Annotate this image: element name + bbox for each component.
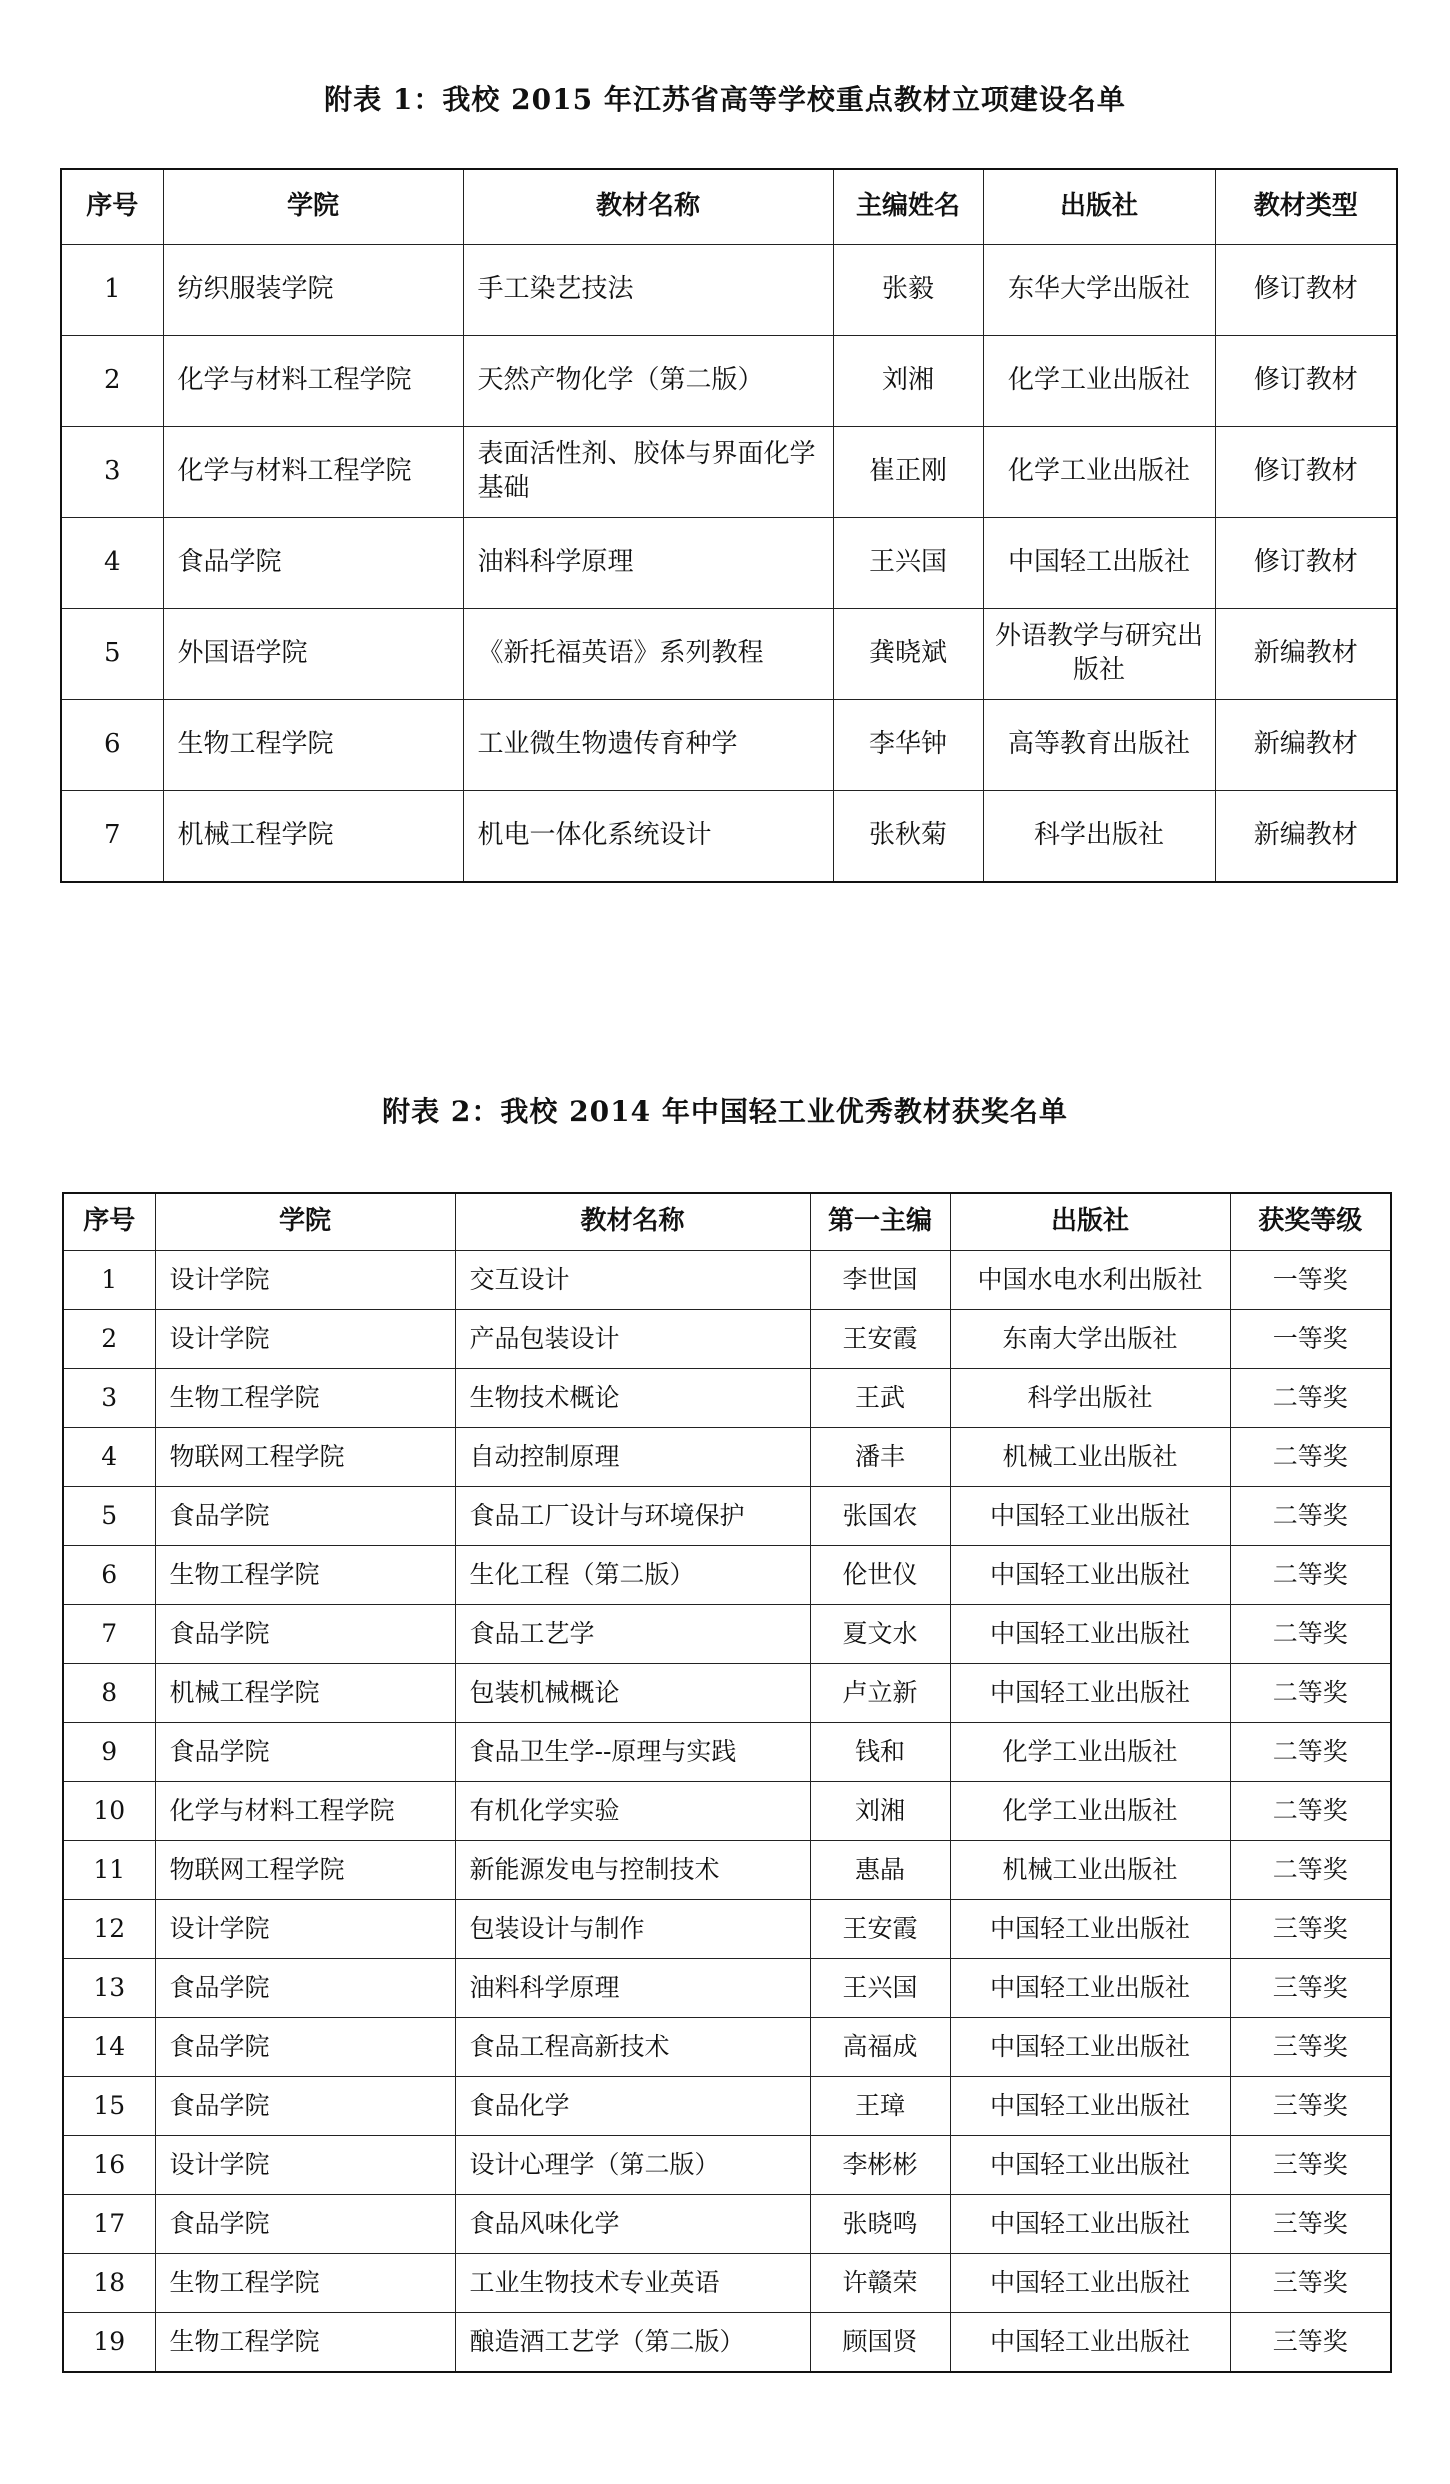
cell-college: 设计学院	[155, 1310, 455, 1369]
header-textbook-type: 教材类型	[1215, 169, 1397, 245]
cell-publisher: 中国轻工出版社	[983, 518, 1215, 609]
table-row	[61, 609, 1397, 700]
cell-index: 1	[61, 245, 163, 336]
cell-textbook-type: 修订教材	[1215, 245, 1397, 336]
cell-index: 4	[63, 1428, 155, 1487]
cell-publisher: 科学出版社	[983, 791, 1215, 883]
header-textbook-name: 教材名称	[463, 169, 833, 245]
cell-first-editor: 王武	[810, 1369, 950, 1428]
cell-college: 食品学院	[155, 1487, 455, 1546]
cell-textbook-name: 手工染艺技法	[463, 245, 833, 336]
table-row	[63, 1310, 1391, 1369]
header-award-level: 获奖等级	[1230, 1193, 1391, 1251]
cell-publisher: 科学出版社	[950, 1369, 1230, 1428]
table-row	[63, 1664, 1391, 1723]
cell-textbook-name: 产品包装设计	[455, 1310, 810, 1369]
cell-editor: 刘湘	[833, 336, 983, 427]
table-row	[63, 1369, 1391, 1428]
cell-index: 12	[63, 1900, 155, 1959]
header-textbook-name: 教材名称	[455, 1193, 810, 1251]
cell-index: 1	[63, 1251, 155, 1310]
cell-textbook-name: 设计心理学（第二版）	[455, 2136, 810, 2195]
cell-first-editor: 高福成	[810, 2018, 950, 2077]
cell-publisher: 化学工业出版社	[983, 427, 1215, 518]
cell-college: 生物工程学院	[163, 700, 463, 791]
cell-first-editor: 张晓鸣	[810, 2195, 950, 2254]
cell-textbook-type: 新编教材	[1215, 791, 1397, 883]
cell-textbook-name: 交互设计	[455, 1251, 810, 1310]
cell-index: 6	[63, 1546, 155, 1605]
cell-award-level: 二等奖	[1230, 1841, 1391, 1900]
cell-textbook-name: 有机化学实验	[455, 1782, 810, 1841]
cell-publisher: 化学工业出版社	[950, 1782, 1230, 1841]
cell-publisher: 中国轻工业出版社	[950, 2018, 1230, 2077]
table-row	[63, 1841, 1391, 1900]
cell-award-level: 三等奖	[1230, 2313, 1391, 2373]
cell-publisher: 中国轻工业出版社	[950, 2254, 1230, 2313]
table-row	[63, 1900, 1391, 1959]
cell-editor: 龚晓斌	[833, 609, 983, 700]
cell-college: 生物工程学院	[155, 2254, 455, 2313]
cell-index: 7	[63, 1605, 155, 1664]
header-first-editor: 第一主编	[810, 1193, 950, 1251]
cell-publisher: 高等教育出版社	[983, 700, 1215, 791]
cell-college: 机械工程学院	[155, 1664, 455, 1723]
table-header-row	[63, 1193, 1391, 1251]
cell-index: 14	[63, 2018, 155, 2077]
header-index: 序号	[61, 169, 163, 245]
cell-index: 17	[63, 2195, 155, 2254]
cell-textbook-type: 修订教材	[1215, 518, 1397, 609]
table1-title: 附表 1：我校 2015 年江苏省高等学校重点教材立项建设名单	[324, 83, 1126, 116]
header-editor: 主编姓名	[833, 169, 983, 245]
cell-textbook-name: 自动控制原理	[455, 1428, 810, 1487]
cell-college: 食品学院	[155, 2195, 455, 2254]
cell-index: 3	[61, 427, 163, 518]
cell-college: 食品学院	[155, 1723, 455, 1782]
cell-index: 18	[63, 2254, 155, 2313]
table-row	[61, 336, 1397, 427]
cell-college: 设计学院	[155, 1251, 455, 1310]
cell-index: 5	[63, 1487, 155, 1546]
cell-first-editor: 张国农	[810, 1487, 950, 1546]
cell-textbook-name: 油料科学原理	[455, 1959, 810, 2018]
cell-publisher: 中国轻工业出版社	[950, 2313, 1230, 2373]
header-index: 序号	[63, 1193, 155, 1251]
cell-publisher: 中国轻工业出版社	[950, 2077, 1230, 2136]
cell-first-editor: 惠晶	[810, 1841, 950, 1900]
cell-editor: 张毅	[833, 245, 983, 336]
table-row	[63, 2136, 1391, 2195]
cell-publisher: 中国轻工业出版社	[950, 1900, 1230, 1959]
cell-first-editor: 王安霞	[810, 1310, 950, 1369]
cell-award-level: 三等奖	[1230, 2077, 1391, 2136]
cell-editor: 李华钟	[833, 700, 983, 791]
cell-award-level: 二等奖	[1230, 1487, 1391, 1546]
cell-first-editor: 钱和	[810, 1723, 950, 1782]
cell-college: 食品学院	[155, 1605, 455, 1664]
cell-textbook-name: 食品工程高新技术	[455, 2018, 810, 2077]
cell-college: 食品学院	[155, 2077, 455, 2136]
cell-college: 外国语学院	[163, 609, 463, 700]
cell-college: 机械工程学院	[163, 791, 463, 883]
cell-publisher: 东华大学出版社	[983, 245, 1215, 336]
cell-index: 6	[61, 700, 163, 791]
cell-first-editor: 卢立新	[810, 1664, 950, 1723]
cell-textbook-name: 机电一体化系统设计	[463, 791, 833, 883]
cell-first-editor: 王安霞	[810, 1900, 950, 1959]
cell-first-editor: 伦世仪	[810, 1546, 950, 1605]
cell-award-level: 二等奖	[1230, 1782, 1391, 1841]
cell-publisher: 中国轻工业出版社	[950, 1605, 1230, 1664]
cell-award-level: 三等奖	[1230, 1959, 1391, 2018]
cell-first-editor: 许赣荣	[810, 2254, 950, 2313]
cell-award-level: 三等奖	[1230, 2018, 1391, 2077]
cell-editor: 王兴国	[833, 518, 983, 609]
cell-index: 7	[61, 791, 163, 883]
cell-textbook-name: 油料科学原理	[463, 518, 833, 609]
table-header-row	[61, 169, 1397, 245]
cell-first-editor: 李世国	[810, 1251, 950, 1310]
cell-award-level: 二等奖	[1230, 1664, 1391, 1723]
cell-index: 8	[63, 1664, 155, 1723]
table-row	[61, 427, 1397, 518]
cell-index: 4	[61, 518, 163, 609]
cell-editor: 崔正刚	[833, 427, 983, 518]
cell-college: 化学与材料工程学院	[155, 1782, 455, 1841]
cell-college: 物联网工程学院	[155, 1841, 455, 1900]
table-row	[63, 2195, 1391, 2254]
cell-index: 15	[63, 2077, 155, 2136]
table-row	[63, 2313, 1391, 2373]
cell-college: 化学与材料工程学院	[163, 427, 463, 518]
cell-textbook-type: 修订教材	[1215, 427, 1397, 518]
cell-index: 16	[63, 2136, 155, 2195]
cell-publisher: 中国轻工业出版社	[950, 2195, 1230, 2254]
cell-college: 食品学院	[155, 2018, 455, 2077]
table-row	[63, 1546, 1391, 1605]
cell-first-editor: 潘丰	[810, 1428, 950, 1487]
cell-college: 物联网工程学院	[155, 1428, 455, 1487]
cell-textbook-name: 表面活性剂、胶体与界面化学基础	[463, 427, 833, 518]
cell-first-editor: 顾国贤	[810, 2313, 950, 2373]
cell-college: 食品学院	[155, 1959, 455, 2018]
header-college: 学院	[155, 1193, 455, 1251]
cell-publisher: 机械工业出版社	[950, 1841, 1230, 1900]
cell-textbook-type: 新编教材	[1215, 609, 1397, 700]
cell-publisher: 化学工业出版社	[950, 1723, 1230, 1782]
cell-textbook-name: 食品工厂设计与环境保护	[455, 1487, 810, 1546]
cell-college: 纺织服装学院	[163, 245, 463, 336]
cell-index: 3	[63, 1369, 155, 1428]
cell-textbook-name: 食品卫生学--原理与实践	[455, 1723, 810, 1782]
cell-award-level: 三等奖	[1230, 2195, 1391, 2254]
cell-award-level: 二等奖	[1230, 1605, 1391, 1664]
table-row	[63, 1959, 1391, 2018]
table-row	[63, 2254, 1391, 2313]
cell-textbook-name: 新能源发电与控制技术	[455, 1841, 810, 1900]
cell-textbook-name: 生物技术概论	[455, 1369, 810, 1428]
cell-first-editor: 李彬彬	[810, 2136, 950, 2195]
cell-publisher: 中国轻工业出版社	[950, 2136, 1230, 2195]
cell-editor: 张秋菊	[833, 791, 983, 883]
cell-publisher: 中国轻工业出版社	[950, 1664, 1230, 1723]
cell-publisher: 中国轻工业出版社	[950, 1546, 1230, 1605]
cell-textbook-name: 《新托福英语》系列教程	[463, 609, 833, 700]
cell-first-editor: 王璋	[810, 2077, 950, 2136]
table-row	[63, 1487, 1391, 1546]
header-college: 学院	[163, 169, 463, 245]
table2-title: 附表 2：我校 2014 年中国轻工业优秀教材获奖名单	[382, 1095, 1068, 1128]
cell-publisher: 化学工业出版社	[983, 336, 1215, 427]
cell-index: 2	[63, 1310, 155, 1369]
cell-award-level: 二等奖	[1230, 1723, 1391, 1782]
cell-index: 19	[63, 2313, 155, 2373]
cell-award-level: 二等奖	[1230, 1428, 1391, 1487]
cell-textbook-name: 包装设计与制作	[455, 1900, 810, 1959]
cell-index: 10	[63, 1782, 155, 1841]
cell-award-level: 三等奖	[1230, 1900, 1391, 1959]
cell-index: 2	[61, 336, 163, 427]
cell-publisher: 东南大学出版社	[950, 1310, 1230, 1369]
table-row	[61, 245, 1397, 336]
cell-textbook-type: 修订教材	[1215, 336, 1397, 427]
cell-index: 5	[61, 609, 163, 700]
cell-textbook-name: 包装机械概论	[455, 1664, 810, 1723]
cell-first-editor: 王兴国	[810, 1959, 950, 2018]
cell-textbook-name: 食品化学	[455, 2077, 810, 2136]
cell-award-level: 一等奖	[1230, 1310, 1391, 1369]
cell-award-level: 一等奖	[1230, 1251, 1391, 1310]
cell-textbook-name: 酿造酒工艺学（第二版）	[455, 2313, 810, 2373]
textbook-project-table	[60, 168, 1398, 883]
header-publisher: 出版社	[950, 1193, 1230, 1251]
table-row	[63, 1723, 1391, 1782]
cell-index: 11	[63, 1841, 155, 1900]
cell-award-level: 三等奖	[1230, 2254, 1391, 2313]
cell-college: 设计学院	[155, 2136, 455, 2195]
cell-college: 生物工程学院	[155, 2313, 455, 2373]
table-row	[63, 1428, 1391, 1487]
cell-textbook-name: 工业微生物遗传育种学	[463, 700, 833, 791]
cell-college: 生物工程学院	[155, 1369, 455, 1428]
header-publisher: 出版社	[983, 169, 1215, 245]
cell-textbook-name: 生化工程（第二版）	[455, 1546, 810, 1605]
cell-award-level: 二等奖	[1230, 1546, 1391, 1605]
cell-college: 食品学院	[163, 518, 463, 609]
cell-publisher: 中国水电水利出版社	[950, 1251, 1230, 1310]
cell-textbook-name: 食品风味化学	[455, 2195, 810, 2254]
cell-college: 化学与材料工程学院	[163, 336, 463, 427]
table-row	[61, 700, 1397, 791]
table-row	[63, 1605, 1391, 1664]
cell-textbook-name: 天然产物化学（第二版）	[463, 336, 833, 427]
table-row	[63, 2077, 1391, 2136]
table-row	[61, 518, 1397, 609]
cell-first-editor: 刘湘	[810, 1782, 950, 1841]
cell-textbook-type: 新编教材	[1215, 700, 1397, 791]
cell-index: 9	[63, 1723, 155, 1782]
cell-college: 生物工程学院	[155, 1546, 455, 1605]
table-row	[63, 1251, 1391, 1310]
cell-publisher: 机械工业出版社	[950, 1428, 1230, 1487]
cell-index: 13	[63, 1959, 155, 2018]
cell-publisher: 外语教学与研究出版社	[983, 609, 1215, 700]
cell-textbook-name: 工业生物技术专业英语	[455, 2254, 810, 2313]
cell-first-editor: 夏文水	[810, 1605, 950, 1664]
table-row	[63, 1782, 1391, 1841]
cell-college: 设计学院	[155, 1900, 455, 1959]
cell-award-level: 三等奖	[1230, 2136, 1391, 2195]
cell-award-level: 二等奖	[1230, 1369, 1391, 1428]
table-row	[63, 2018, 1391, 2077]
textbook-award-table	[62, 1192, 1392, 2373]
cell-textbook-name: 食品工艺学	[455, 1605, 810, 1664]
table-row	[61, 791, 1397, 883]
cell-publisher: 中国轻工业出版社	[950, 1959, 1230, 2018]
cell-publisher: 中国轻工业出版社	[950, 1487, 1230, 1546]
